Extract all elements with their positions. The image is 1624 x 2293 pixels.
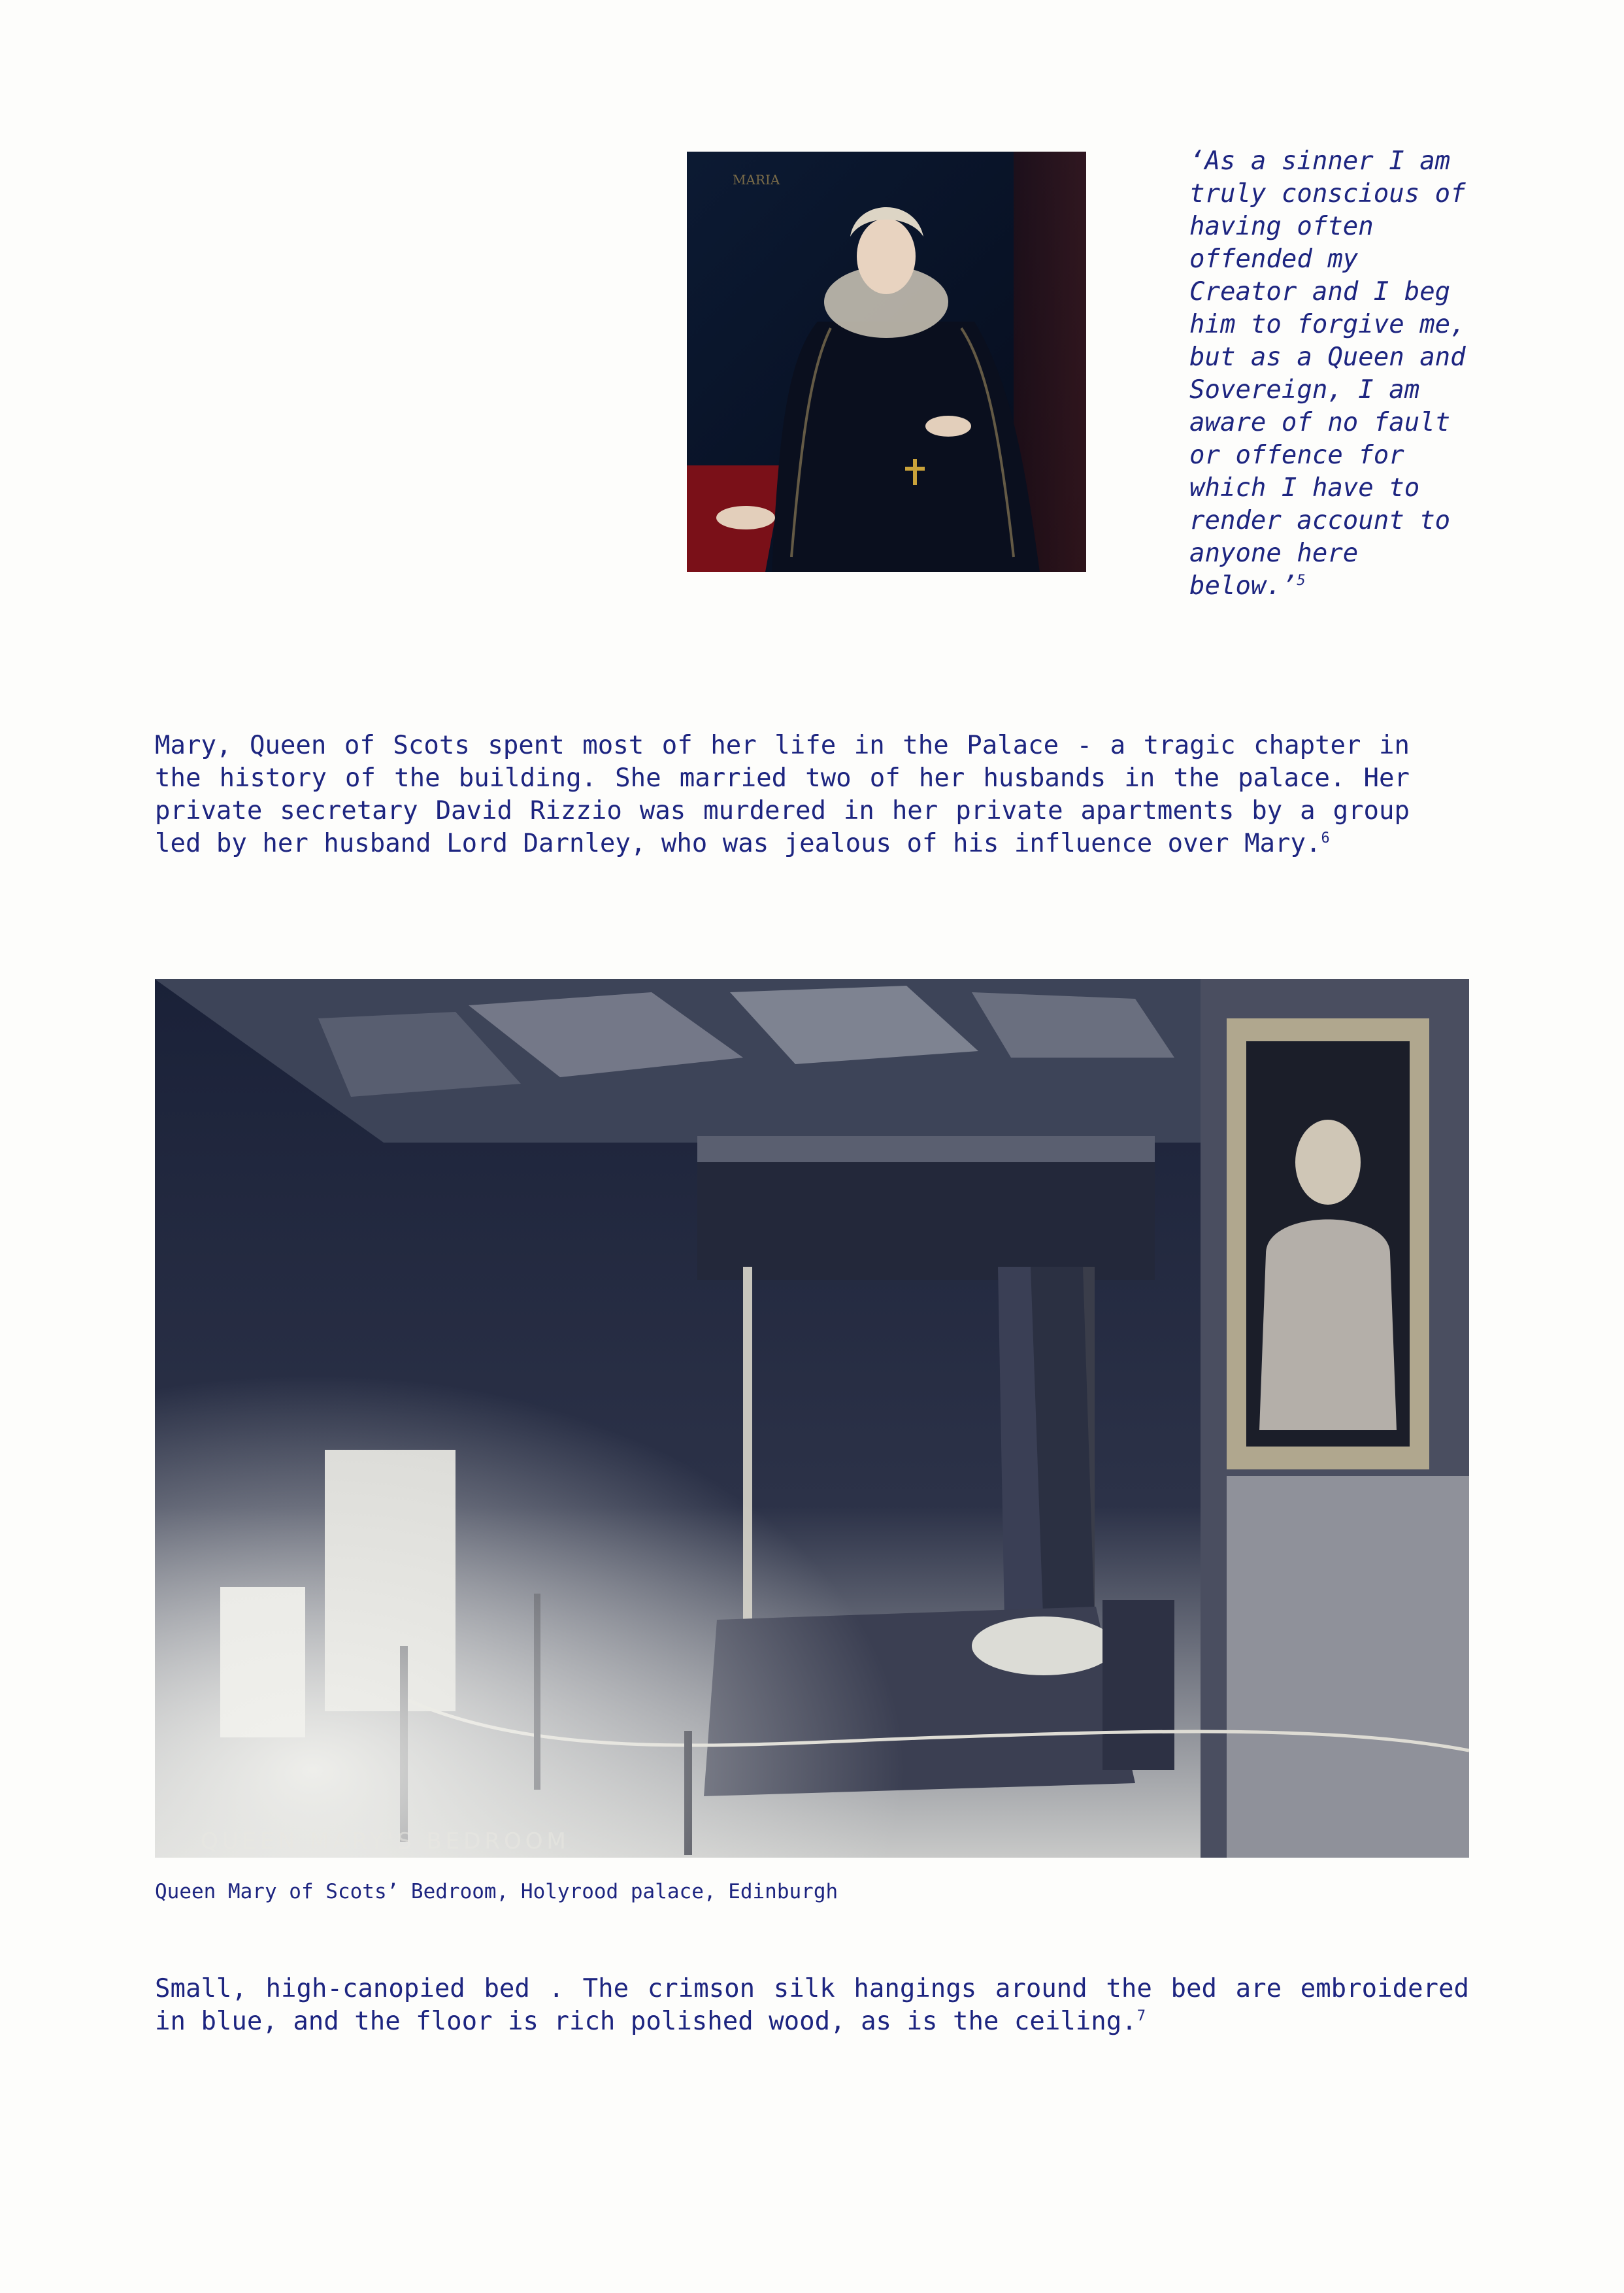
bed-description-text: Small, high-canopied bed . The crimson silk hangings around the bed are embroidered in blue, and the floor is rich polished wood, as is the ceiling. <box>155 1974 1469 2036</box>
history-paragraph-footnote: 6 <box>1321 830 1330 846</box>
history-paragraph <box>155 729 1410 860</box>
history-paragraph-text: Mary, Queen of Scots spent most of her life in the Palace - a tragic chapter in the history of the building. She married two of her husbands in the palace. Her private secretary David Rizzio was murdered in her private apartments by a group led by her husband Lord Darnley, who was jealous of his influence over Mary. <box>155 731 1410 858</box>
quote-block <box>1189 145 1469 603</box>
bed-description-paragraph <box>155 1973 1469 2038</box>
quote-footnote: 5 <box>1297 573 1306 589</box>
bedroom-photo-watermark: QUEEN MARY'S BEDROOM <box>201 1828 570 1854</box>
quote-text: ‘As a sinner I am truly conscious of having often offended my Creator and I beg him to forgive me, but as a Queen and Sovereign, I am aware of no fault or offence for which I have to render account to anyone here below.’ <box>1189 146 1466 601</box>
portrait-inscription: MARIA <box>733 172 780 188</box>
portrait-image <box>687 152 1086 572</box>
bedroom-photo <box>155 979 1469 1858</box>
photo-caption: Queen Mary of Scots’ Bedroom, Holyrood palace, Edinburgh <box>155 1880 838 1903</box>
bed-description-footnote: 7 <box>1136 2008 1146 2024</box>
